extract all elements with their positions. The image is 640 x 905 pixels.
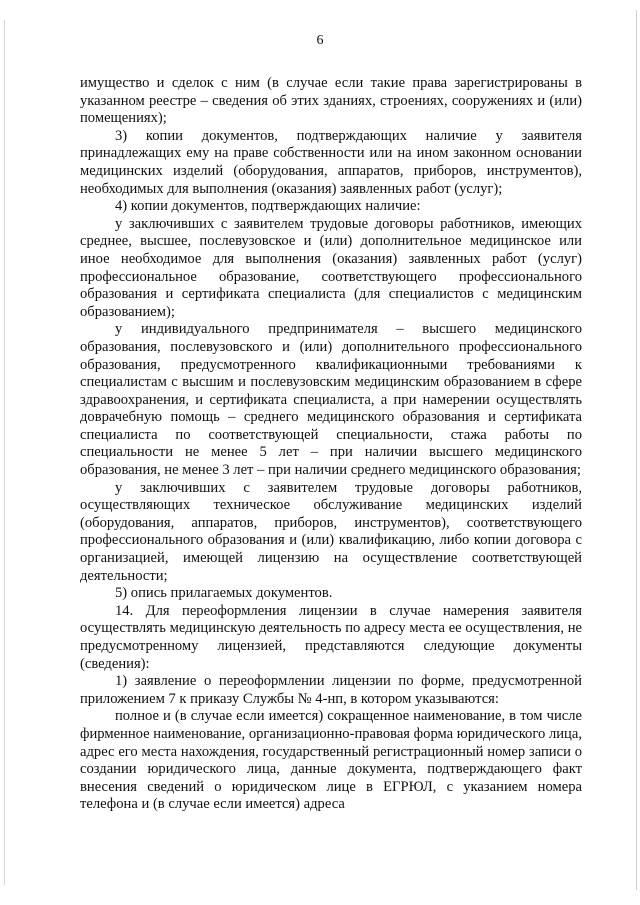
document-body: [80, 75, 582, 814]
paragraph-application: 1) заявление о переоформлении лицензии по форме, предусмотренной приложением 7 к приказу Службы № 4-нп, в котором указываются:: [80, 673, 582, 707]
paragraph-item-5: 5) опись прилагаемых документов.: [115, 585, 333, 602]
paragraph-item-3: 3) копии документов, подтверждающих наличие у заявителя принадлежащих ему на праве собственности или на ином законном основании медицинских изделий (оборудования, аппаратов, приборов, инструментов), необходимых для выполнения (оказания) заявленных работ (услуг);: [80, 127, 582, 197]
paragraph-legal-entity-details: полное и (в случае если имеется) сокращенное наименование, в том числе фирменное наименование, организационно-правовая форма юридического лица, адрес его места нахождения, государственный регистрационный номер записи о создании юридического лица, данные документа, подтверждающего факт внесения сведений о юридическом лице в ЕГРЮЛ, с указанием номера телефона и (в случае если имеется) адреса: [80, 708, 582, 813]
paragraph-continuation: имущество и сделок с ним (в случае если такие права зарегистрированы в указанном реестре – сведения об этих зданиях, строениях, сооружениях и (или) помещениях);: [80, 75, 582, 127]
paragraph-individual-entrepreneur: у индивидуального предпринимателя – высшего медицинского образования, послевузовского и (или) дополнительного профессионального образования, предусмотренного квалификационными требованиями к специалистам с высшим и послевузовским медицинским образованием в сфере здравоохранения, и сертификата специалиста, а при намерении осуществлять доврачебную помощь – среднего медицинского образования и сертификата специалиста по соответствующей специальности, стажа работы по специальности не менее 5 лет – при наличии высшего медицинского образования, не менее 3 лет – при наличии среднего медицинского образования;: [80, 321, 582, 479]
paragraph-item-4: 4) копии документов, подтверждающих наличие:: [115, 198, 421, 215]
scan-edge-left: [4, 20, 5, 885]
scan-edge-right: [636, 10, 637, 890]
paragraph-technical-staff: у заключивших с заявителем трудовые договоры работников, осуществляющих техническое обслуживание медицинских изделий (оборудования, аппаратов, приборов, инструментов), соответствующего профессионального образования и (или) квалификацию, либо копии договора с организацией, имеющей лицензию на осуществление соответствующей деятельности;: [80, 479, 582, 584]
paragraph-employees-education: у заключивших с заявителем трудовые договоры работников, имеющих среднее, высшее, послевузовское и (или) дополнительное медицинское или иное необходимое для выполнения (оказания) заявленных работ (услуг) профессиональное образование, соответствующего профессионального образования и сертификата специалиста (для специалистов с медицинским образованием);: [80, 215, 582, 320]
paragraph-section-14: 14. Для переоформления лицензии в случае намерения заявителя осуществлять медицинскую деятельность по адресу места ее осуществления, не предусмотренному лицензией, представляются следующие документы (сведения):: [80, 602, 582, 672]
page-number: 6: [316, 33, 324, 48]
